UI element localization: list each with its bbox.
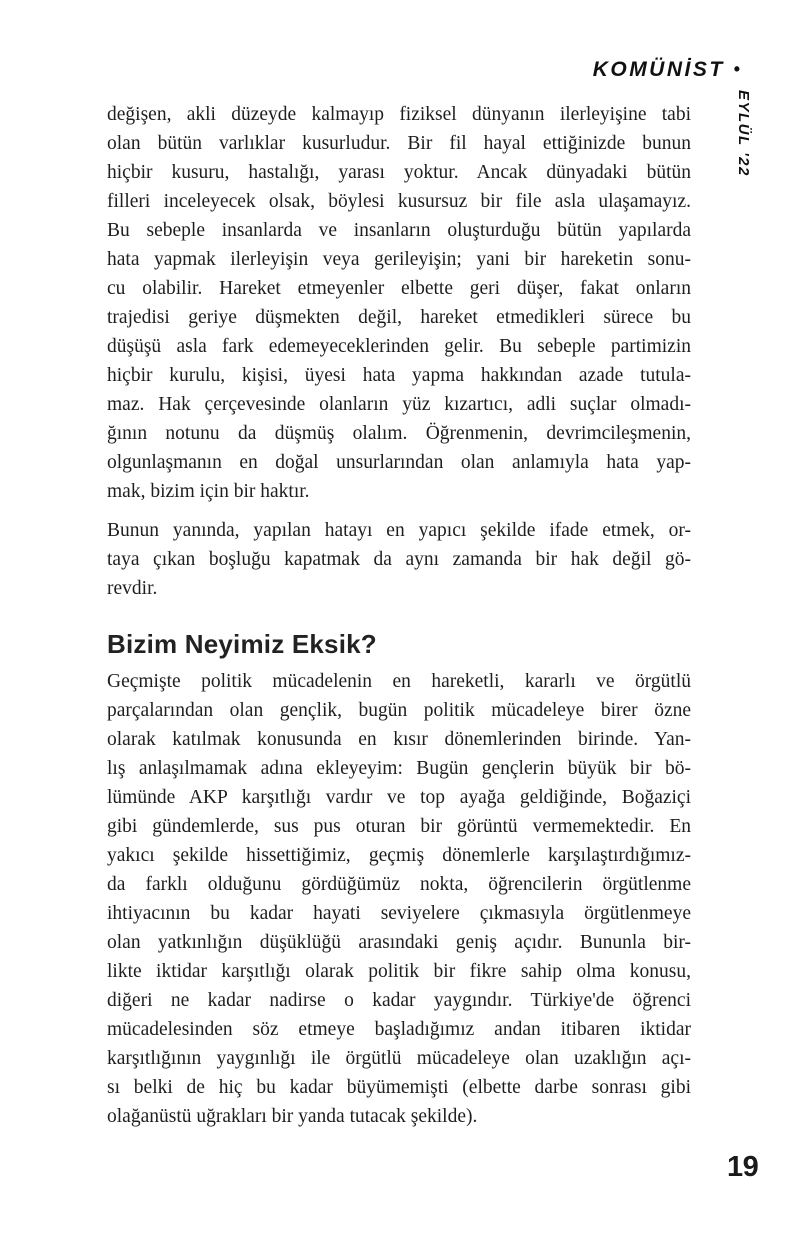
section-heading: Bizim Neyimiz Eksik? — [107, 629, 377, 659]
text-line: cu olabilir. Hareket etmeyenler elbette geri düşer, fakat onların — [107, 278, 691, 299]
page-number: 19 — [727, 1151, 759, 1183]
text-line: yakıcı şekilde hissettiğimiz, geçmiş dönemlerle karşılaştırdığımız- — [107, 845, 691, 866]
text-line: da farklı olduğunu gördüğümüz nokta, öğrencilerin örgütlenme — [107, 874, 691, 895]
text-line: hiçbir kurulu, kişisi, üyesi hata yapma hakkından azade tutula- — [107, 365, 691, 386]
text-line: filleri inceleyecek olsak, böylesi kusursuz bir file asla ulaşamayız. — [107, 191, 691, 212]
text-line: olarak katılmak konusunda en kısır dönemlerinden birinde. Yan- — [107, 729, 691, 750]
text-line: olağanüstü uğrakları bir yanda tutacak şekilde). — [107, 1106, 478, 1127]
text-line: olan bütün varlıklar kusurludur. Bir fil hayal ettiğinizde bunun — [107, 133, 691, 154]
paragraph — [107, 100, 691, 506]
text-line: Bu sebeple insanlarda ve insanların oluşturduğu bütün yapılarda — [107, 220, 691, 241]
text-line: gibi gündemlerde, sus pus oturan bir görüntü vermemektedir. En — [107, 816, 691, 837]
text-line: likte iktidar karşıtlığı olarak politik bir fikre sahip olma konusu, — [107, 961, 691, 982]
text-line: taya çıkan boşluğu kapatmak da aynı zamanda bir hak değil gö- — [107, 549, 691, 570]
text-line: hata yapmak ilerleyişin veya gerileyişin; yani bir hareketin sonu- — [107, 249, 691, 270]
issue-date-vertical: EYLÜL '22 — [735, 90, 752, 177]
text-line: parçalarından olan gençlik, bugün politik mücadeleye birer özne — [107, 700, 691, 721]
header-bullet: • — [733, 59, 740, 79]
text-line: revdir. — [107, 578, 158, 599]
journal-title — [593, 58, 740, 82]
text-line: olgunlaşmanın en doğal unsurlarından olan anlamıyla hata yap- — [107, 452, 691, 473]
text-line: karşıtlığının yaygınlığı ile örgütlü mücadeleye olan uzaklığın açı- — [107, 1048, 691, 1069]
text-line: hiçbir kusuru, hastalığı, yarası yoktur. Ancak dünyadaki bütün — [107, 162, 691, 183]
text-line: mak, bizim için bir haktır. — [107, 481, 310, 502]
article-body — [107, 100, 691, 1141]
text-line: değişen, akli düzeyde kalmayıp fiziksel dünyanın ilerleyişine tabi — [107, 104, 691, 125]
text-line: olan yatkınlığın düşüklüğü arasındaki geniş açıdır. Bununla bir- — [107, 932, 691, 953]
text-line: maz. Hak çerçevesinde olanların yüz kızartıcı, adli suçlar olmadı- — [107, 394, 691, 415]
text-line: mücadelesinden söz etmeye başladığımız andan itibaren iktidar — [107, 1019, 691, 1040]
text-line: diğeri ne kadar nadirse o kadar yaygındır. Türkiye'de öğrenci — [107, 990, 691, 1011]
journal-title-text: KOMÜNİST — [592, 58, 725, 81]
text-line: Geçmişte politik mücadelenin en hareketli, kararlı ve örgütlü — [107, 671, 691, 692]
text-line: trajedisi geriye düşmekten değil, hareket etmedikleri sürece bu — [107, 307, 691, 328]
text-line: lış anlaşılmamak adına ekleyeyim: Bugün gençlerin büyük bir bö- — [107, 758, 691, 779]
paragraph — [107, 516, 691, 603]
text-line: düşüşü asla fark edemeyeceklerinden gelir. Bu sebeple partimizin — [107, 336, 691, 357]
text-line: ğının notunu da düşmüş olalım. Öğrenmenin, devrimcileşmenin, — [107, 423, 691, 444]
text-line: Bunun yanında, yapılan hatayı en yapıcı şekilde ifade etmek, or- — [107, 520, 691, 541]
text-line: sı belki de hiç bu kadar büyümemişti (elbette darbe sonrası gibi — [107, 1077, 691, 1098]
text-line: lümünde AKP karşıtlığı vardır ve top ayağa geldiğinde, Boğaziçi — [107, 787, 691, 808]
text-line: ihtiyacının bu kadar hayati seviyelere çıkmasıyla örgütlenmeye — [107, 903, 691, 924]
paragraph — [107, 667, 691, 1131]
